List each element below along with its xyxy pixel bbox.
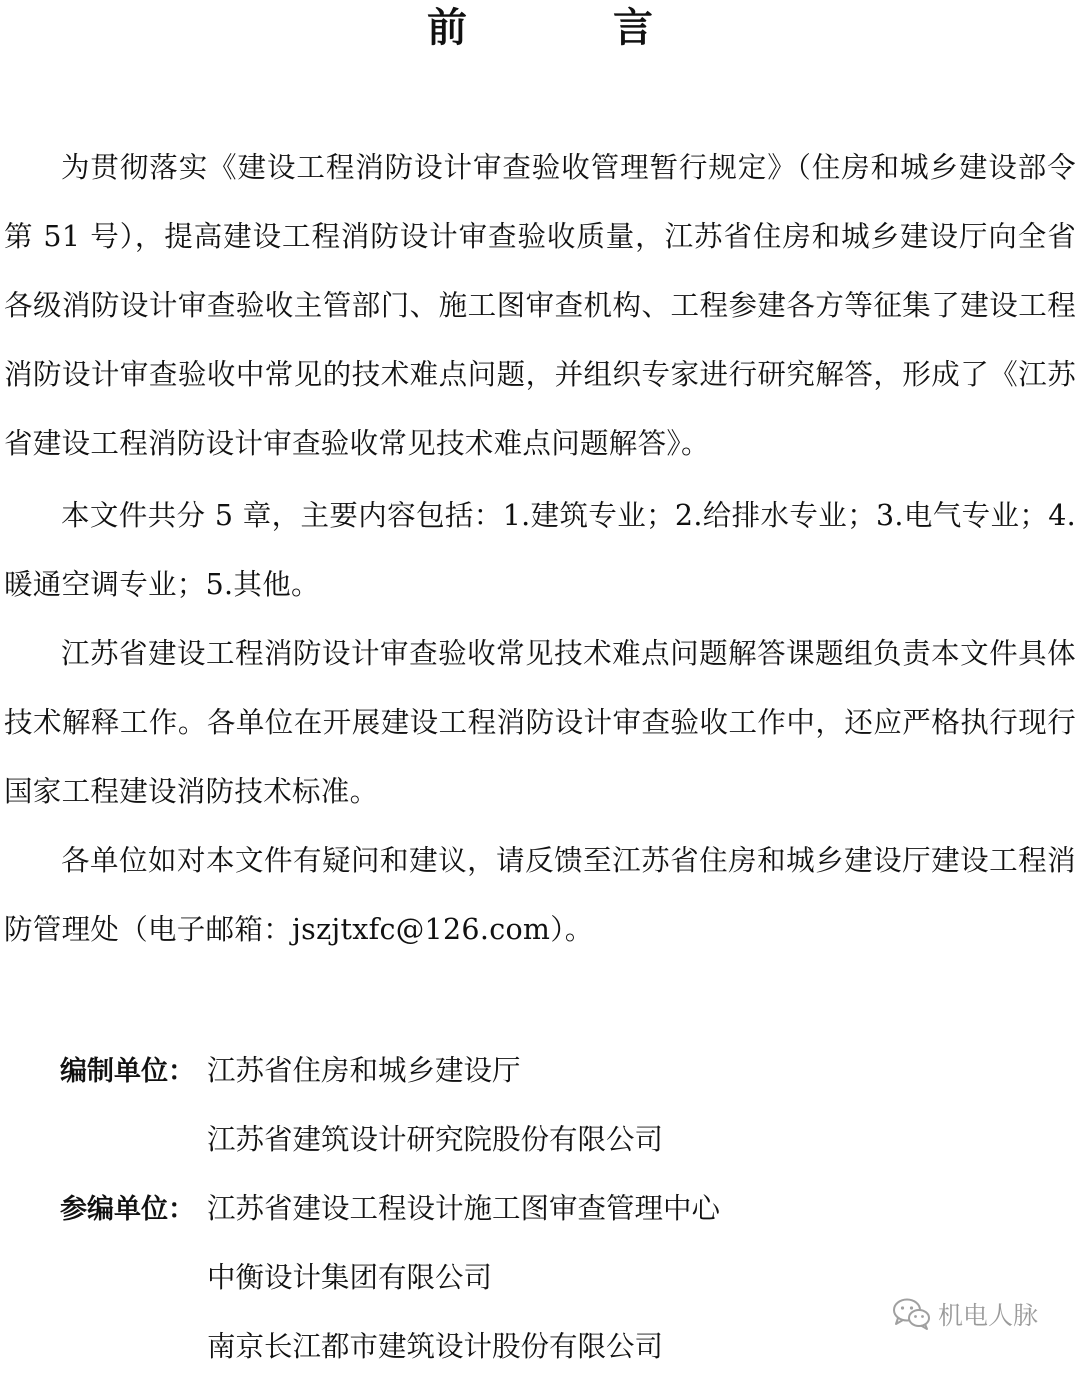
preface-paragraph-2: 本文件共分 5 章，主要内容包括：1.建筑专业；2.给排水专业；3.电气专业；4.暖通空调专业；5.其他。 <box>4 499 1076 601</box>
preface-paragraph-3: 江苏省建设工程消防设计审查验收常见技术难点问题解答课题组负责本文件具体技术解释工作。各单位在开展建设工程消防设计审查验收工作中，还应严格执行现行国家工程建设消防技术标准。 <box>4 637 1076 808</box>
compile-unit-name: 江苏省建筑设计研究院股份有限公司 <box>207 1123 664 1156</box>
compile-unit-row <box>60 1105 663 1174</box>
watermark <box>892 1292 1038 1336</box>
preface-paragraph-4: 各单位如对本文件有疑问和建议，请反馈至江苏省住房和城乡建设厅建设工程消防管理处（电子邮箱：jszjtxfc@126.com）。 <box>4 844 1076 946</box>
participate-unit-label: 参编单位： <box>60 1194 195 1225</box>
participate-unit-name: 江苏省建设工程设计施工图审查管理中心 <box>207 1192 721 1225</box>
participate-unit-row <box>60 1174 720 1243</box>
participate-unit-name: 中衡设计集团有限公司 <box>207 1261 493 1294</box>
compile-unit-row <box>60 1036 521 1105</box>
participate-unit-name: 南京长江都市建筑设计股份有限公司 <box>207 1330 664 1363</box>
wechat-icon <box>892 1297 932 1331</box>
watermark-text: 机电人脉 <box>938 1301 1039 1330</box>
compile-unit-label: 编制单位： <box>60 1056 195 1087</box>
participate-unit-row <box>60 1243 492 1312</box>
compile-unit-name: 江苏省住房和城乡建设厅 <box>207 1054 521 1087</box>
participate-unit-row <box>60 1312 663 1381</box>
page-title: 前 言 <box>427 5 719 51</box>
preface-paragraph-1: 为贯彻落实《建设工程消防设计审查验收管理暂行规定》（住房和城乡建设部令第 51 号），提高建设工程消防设计审查验收质量，江苏省住房和城乡建设厅向全省各级消防设计审查验收主管部门、施工图审查机构、工程参建各方等征集了建设工程消防设计审查验收中常见的技术难点问题，并组织专家进行研究解答，形成了《江苏省建设工程消防设计审查验收常见技术难点问题解答》。 <box>4 151 1076 460</box>
